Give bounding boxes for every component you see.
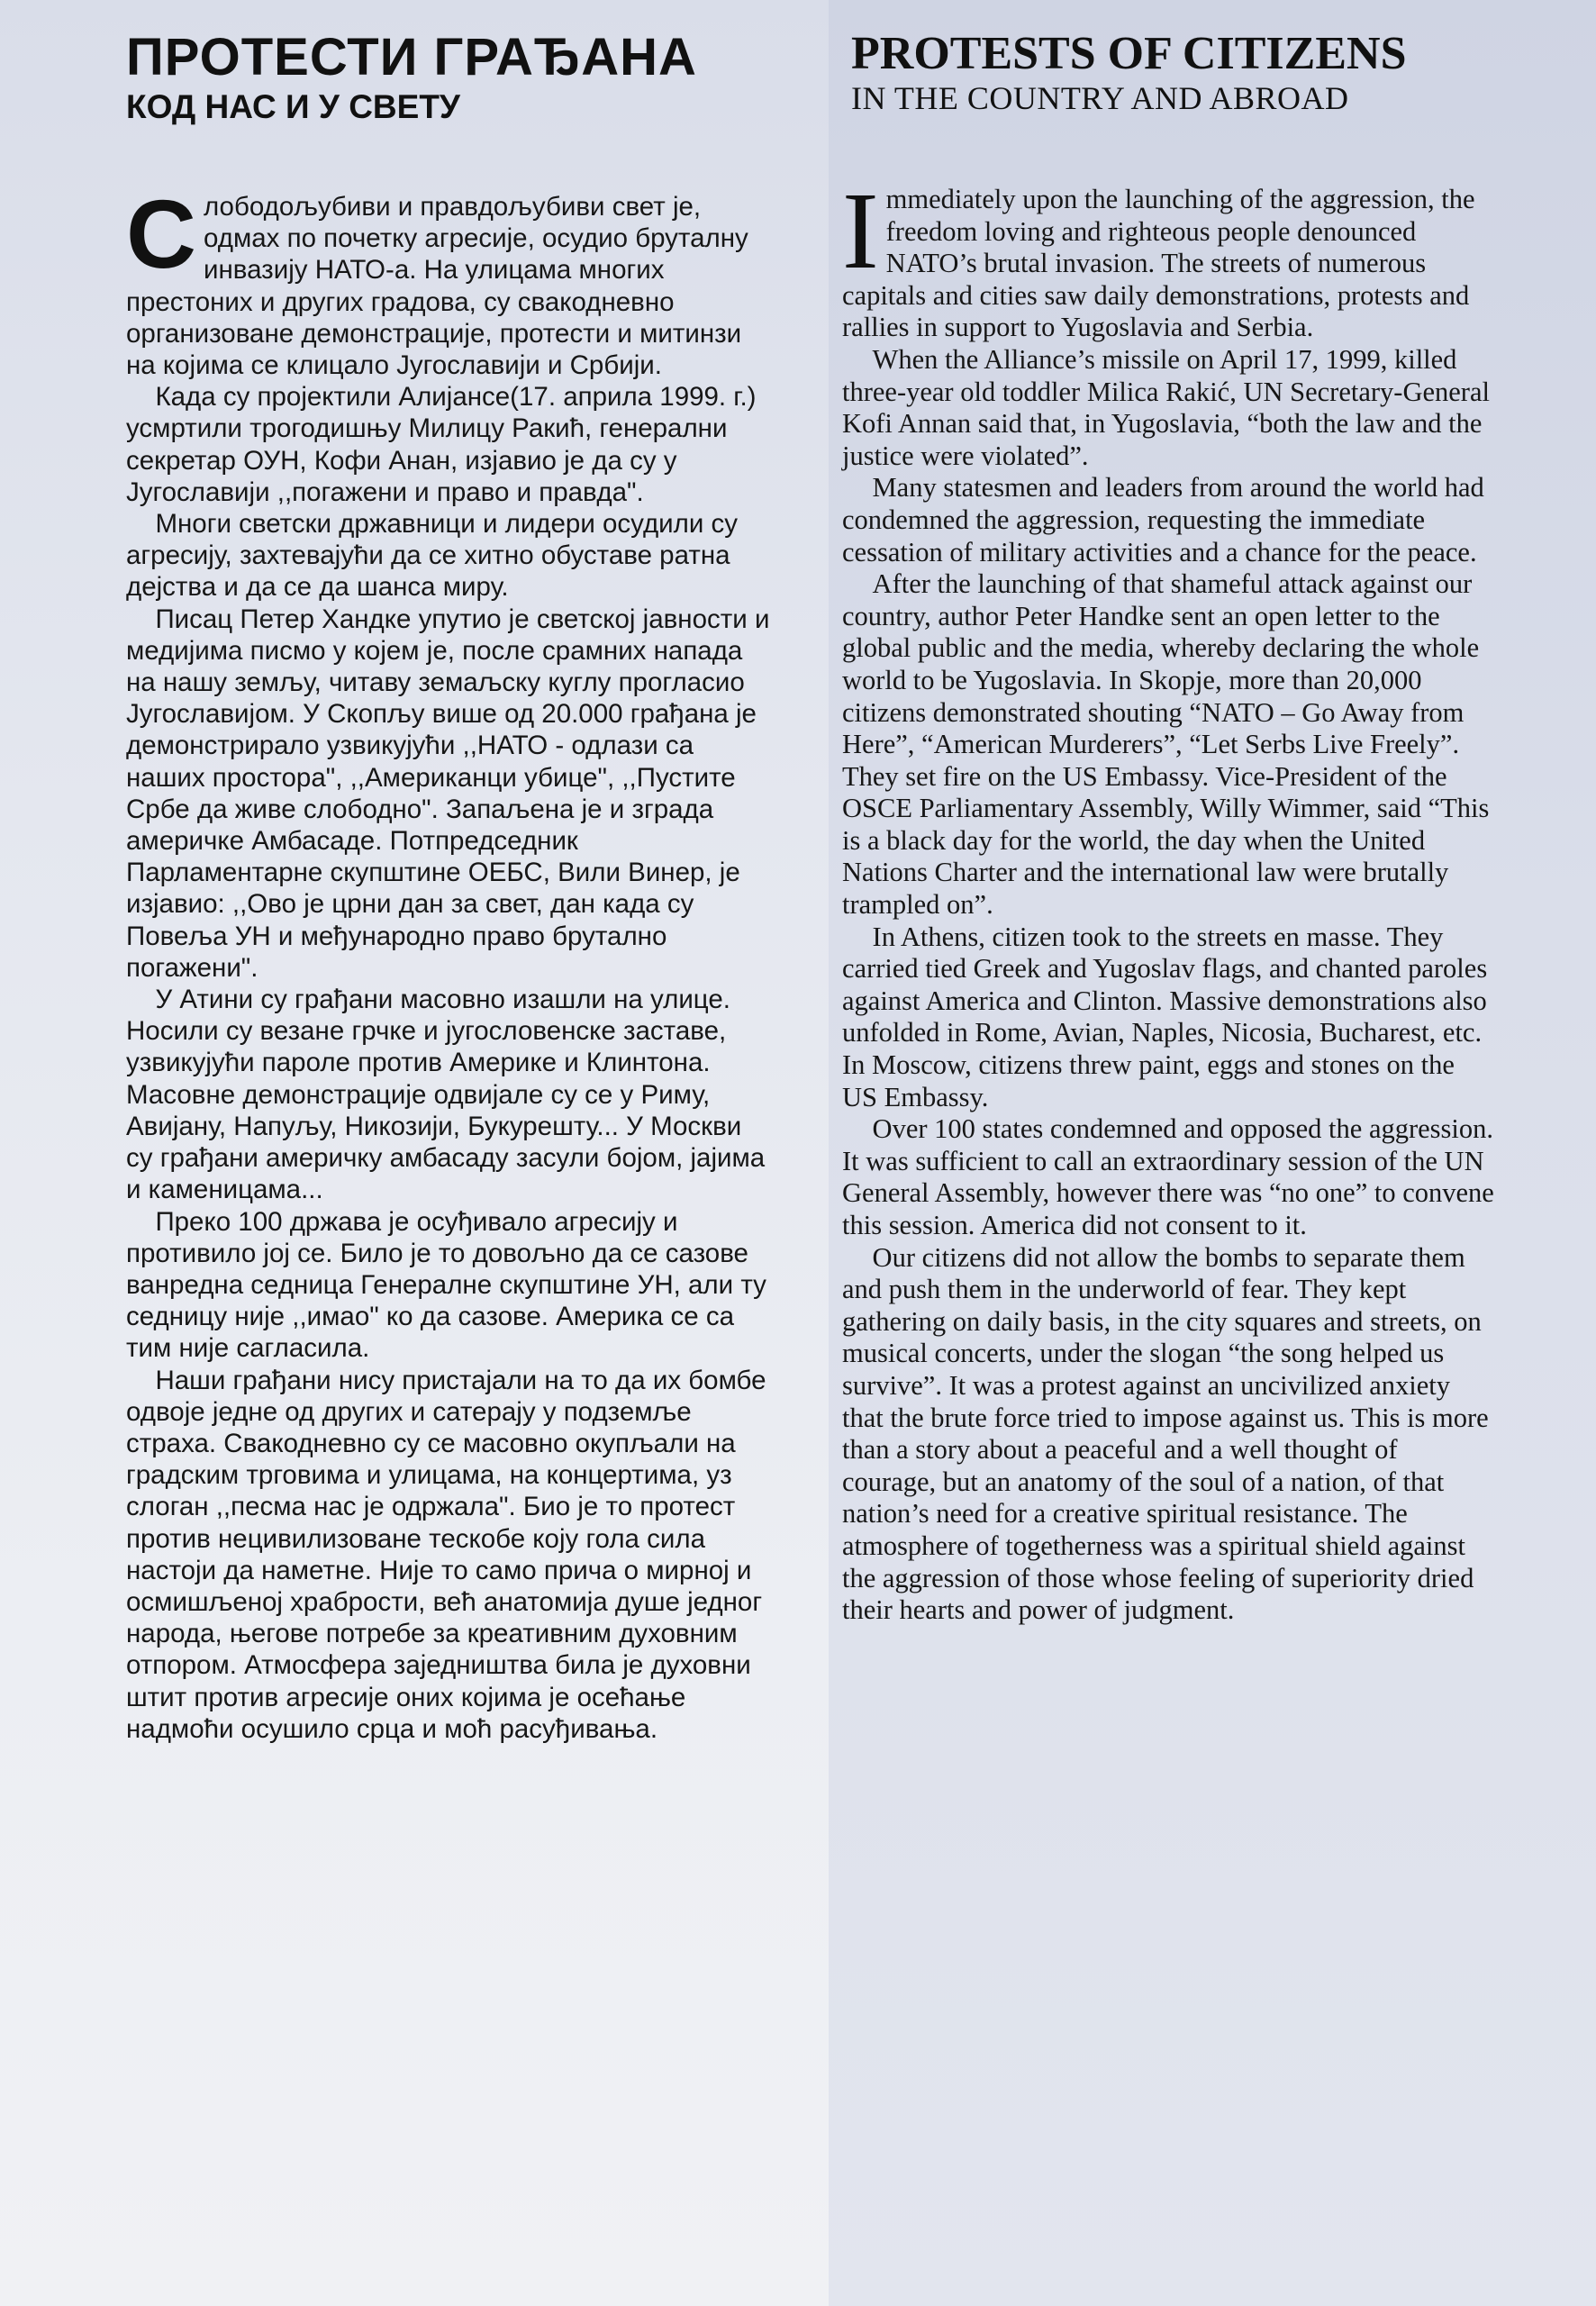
serbian-drop-cap: С xyxy=(126,179,196,288)
english-article-body xyxy=(842,170,1495,1627)
english-paragraph: Many statesmen and leaders from around the world had condemned the aggression, requesting the immediate cessation of military activities and a chance for the peace. xyxy=(842,472,1484,567)
serbian-paragraph: Многи светски државници и лидери осудили су агресију, захтевајући да се хитно обуставе ратна дејства и да се да шанса миру. xyxy=(126,509,739,603)
english-paragraph: Our citizens did not allow the bombs to separate them and push them in the underworld of fear. They kept gathering on daily basis, in the city squares and streets, on musical concerts, under the slogan “the song helped us survive”. It was a protest against an uncivilized anxiety that the brute force tried to impose against us. This is more than a story about a peaceful and a well thought of courage, but an anatomy of the soul of a nation, of that nation’s need for a creative spiritual resistance. The atmosphere of togetherness was a spiritual shield against the aggression of those whose feeling of superiority dried their hearts and power of judgment. xyxy=(842,1241,1489,1626)
english-paragraph: In Athens, citizen took to the streets en masse. They carried tied Greek and Yugoslav flags, and chanted paroles against America and Clinton. Massive demonstrations also unfolded in Rome, Avian, Naples, Nicosia, Bucharest, etc. In Moscow, citizens threw paint, eggs and stones on the US Embassy. xyxy=(842,921,1488,1112)
english-title: PROTESTS OF CITIZENS xyxy=(851,28,1407,79)
serbian-paragraph: лободољубиви и правдољубиви свет је, одмах по почетку агресије, осудио бруталну инвазију НАТО-а. На улицама многих престоних и других градова, су свакодневно организоване демонстрације, протести и митинзи на којима се клицало Југославији и Србији. xyxy=(126,192,748,381)
serbian-paragraph: Писац Петер Хандке упутио је светској јавности и медијима писмо у којем је, после срамних напада на нашу земљу, читаву земаљску куглу прогласио Југославијом. У Скопљу више од 20.000 грађана је демонстрирало узвикујући ,,НАТО - одлази са наших простора", ,,Американци убице", ,,Пустите Србе да живе слободно". Запаљена је и зграда америчке Амбасаде. Потпредседник Парламентарне скупштине ОЕБС, Вили Винер, је изјавио: ,,Ово је црни дан за свет, дан када су Повеља УН и међународно право брутално погажени". xyxy=(126,604,770,983)
english-drop-cap: I xyxy=(842,170,879,292)
serbian-subtitle: КОД НАС И У СВЕТУ xyxy=(126,88,460,125)
serbian-paragraph: Преко 100 држава је осуђивало агресију и противило јој се. Било је то довољно да се сазове ванредна седница Генералне скупштине УН, али ту седницу није ,,имао" ко да сазове. Америка се са тим није сагласила. xyxy=(126,1206,766,1364)
english-subtitle: IN THE COUNTRY AND ABROAD xyxy=(851,80,1349,116)
english-paragraph: When the Alliance’s missile on April 17, 1999, killed three-year old toddler Milica Rakić, UN Secretary-General Kofi Annan said that, in Yugoslavia, “both the law and the justice were violated”. xyxy=(842,343,1490,471)
serbian-paragraph: У Атини су грађани масовно изашли на улице. Носили су везане грчке и југословенске заставе, узвикујући пароле против Америке и Клинтона. Масовне демонстрације одвијале су се у Риму, Авијану, Напуљу, Никозији, Букурешту... У Москви су грађани америчку амбасаду засули бојом, јајима и каменицама... xyxy=(126,985,766,1205)
english-paragraph: After the launching of that shameful attack against our country, author Peter Handke sent an open letter to the global public and the media, whereby declaring the whole world to be Yugoslavia. In Skopje, more than 20,000 citizens demonstrated shouting “NATO – Go Away from Here”, “American Murderers”, “Let Serbs Live Freely”. They set fire on the US Embassy. Vice-President of the OSCE Parliamentary Assembly, Willy Wimmer, said “This is a black day for the world, the day when the United Nations Charter and the international law were brutally trampled on”. xyxy=(842,568,1490,921)
serbian-article-body xyxy=(126,179,775,1745)
english-paragraph: mmediately upon the launching of the aggression, the freedom loving and righteous people denounced NATO’s brutal invasion. The streets of numerous capitals and cities saw daily demonstrations, protests and rallies in support to Yugoslavia and Serbia. xyxy=(842,184,1475,343)
serbian-title: ПРОТЕСТИ ГРАЂАНА xyxy=(126,28,697,86)
english-paragraph: Over 100 states condemned and opposed the aggression. It was sufficient to call an extraordinary session of the UN General Assembly, however there was “no one” to convene this session. America did not consent to it. xyxy=(842,1113,1494,1240)
serbian-paragraph: Када су пројектили Алијансе(17. априла 1999. г.) усмртили трогодишњу Милицу Ракић, генерални секретар ОУН, Кофи Анан, изјавио је да су у Југославији ,,погажени и право и правда". xyxy=(126,382,757,507)
serbian-paragraph: Наши грађани нису пристајали на то да их бомбе одвоје једне од других и сатерају у подземље страха. Свакодневно су се масовно окупљали на градским трговима и улицама, на концертима, уз слоган ,,песма нас је одржала". Био је то протест против нецивилизоване тескобе коју гола сила настоји да наметне. Није то само прича о мирној и осмишљеној храбрости, већ анатомија душе једног народа, његове потребе за креативним духовним отпором. Атмосфера заједништва била је духовни штит против агресије оних којима је осећање надмоћи осушило срца и моћ расуђивања. xyxy=(126,1365,766,1744)
